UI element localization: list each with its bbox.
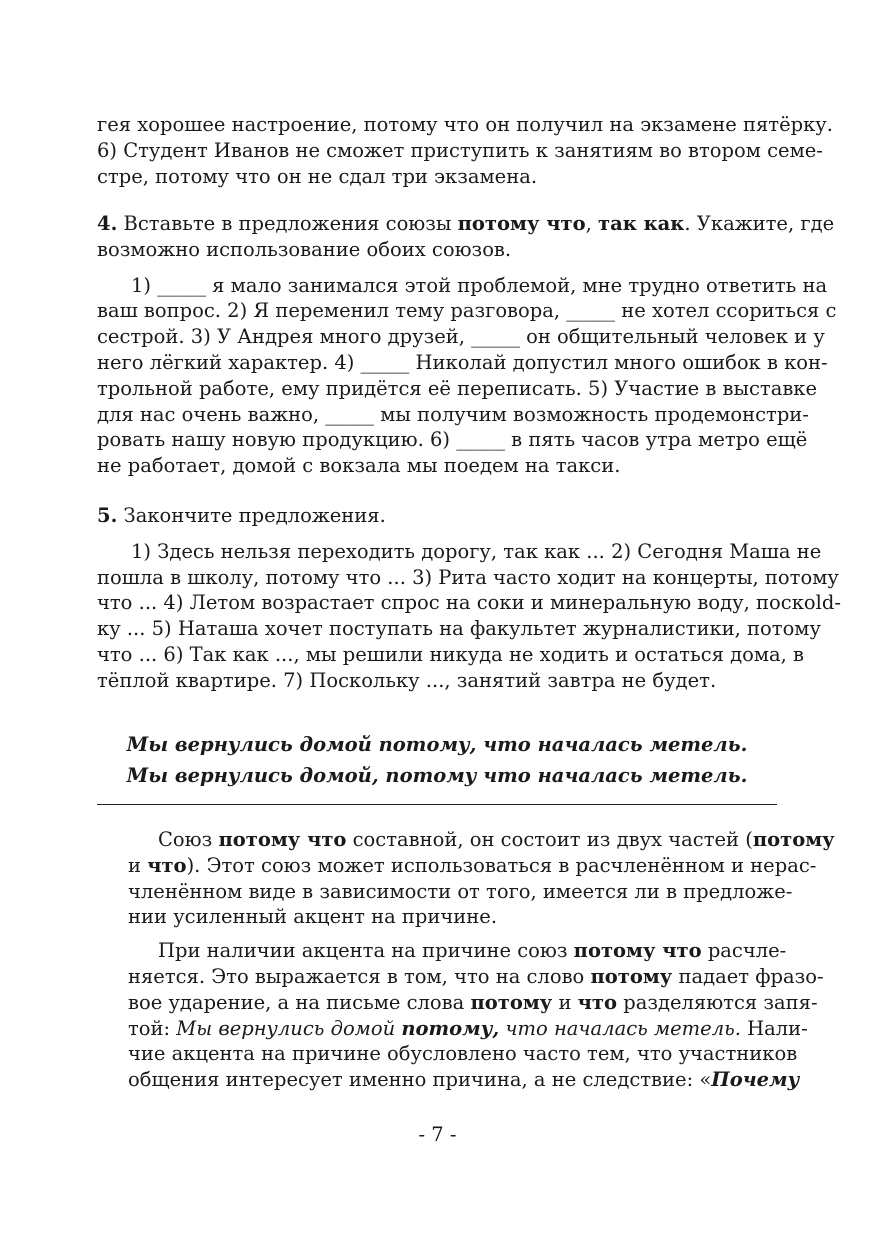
text-line: гея хорошее настроение, потому что он получил на экзамене пятёрку.	[97, 113, 833, 136]
exercise-line: ваш вопрос. 2) Я переменил тему разговора, _____ не хотел ссориться с	[97, 299, 837, 323]
exercise-line: тёплой квартире. 7) Поскольку ..., занятий завтра не будет.	[97, 668, 717, 692]
theory-section	[128, 827, 835, 1093]
exercise-4-title-cont: возможно использование обоих союзов.	[97, 237, 512, 261]
text-line: общения интересует именно причина, а не следствие: «Почему	[128, 1068, 800, 1092]
exercise-line: ровать нашу новую продукцию. 6) _____ в пять часов утра метро ещё	[97, 428, 808, 452]
exercise-line: ку ... 5) Наташа хочет поступать на факультет журналистики, потому	[97, 617, 821, 641]
exercise-4	[97, 211, 837, 479]
exercise-line: пошла в школу, потому что ... 3) Рита часто ходит на концерты, потому	[97, 565, 839, 589]
exercise-line: что ... 4) Летом возрастает спрос на соки и минеральную воду, поскold-	[97, 591, 841, 615]
exercise-line: него лёгкий характер. 4) _____ Николай допустил много ошибок в кон-	[97, 350, 828, 374]
text-line: и что). Этот союз может использоваться в расчленённом и нерас-	[128, 853, 817, 877]
exercise-4-title: 4. Вставьте в предложения союзы потому что, так как. Укажите, где	[97, 212, 835, 235]
text-line: няется. Это выражается в том, что на слово потому падает фразо-	[128, 964, 824, 988]
text-line: членённом виде в зависимости от того, имеется ли в предложе-	[128, 879, 793, 903]
divider	[97, 804, 777, 805]
exercise-line: не работает, домой с вокзала мы поедем на такси.	[97, 454, 621, 478]
text-line: При наличии акцента на причине союз потому что расчле-	[158, 939, 787, 963]
text-line: той: Мы вернулись домой потому, что началась метель. Нали-	[128, 1016, 808, 1040]
text-line: 6) Студент Иванов не сможет приступить к занятиям во втором семе-	[97, 138, 823, 162]
text-line: чие акцента на причине обусловлено часто тем, что участников	[128, 1042, 798, 1066]
example-sentence-1: Мы вернулись домой потому, что началась метель.	[126, 733, 748, 756]
exercise-number: 5.	[97, 504, 118, 527]
exercise-5-title: 5. Закончите предложения.	[97, 504, 386, 527]
exercise-line: трольной работе, ему придётся её переписать. 5) Участие в выставке	[97, 376, 818, 400]
text-line: вое ударение, а на письме слова потому и что разделяются запя-	[128, 990, 818, 1014]
text-line: нии усиленный акцент на причине.	[128, 905, 498, 929]
text-line: Союз потому что составной, он состоит из двух частей (потому	[158, 828, 835, 851]
text-line: стре, потому что он не сдал три экзамена.	[97, 164, 538, 188]
exercise-line: для нас очень важно, _____ мы получим возможность продемонстри-	[97, 402, 809, 426]
exercise-5	[97, 503, 841, 694]
continued-paragraph	[97, 112, 833, 189]
exercise-line: что ... 6) Так как ..., мы решили никуда не ходить и остаться дома, в	[97, 642, 805, 666]
exercise-line: сестрой. 3) У Андрея много друзей, _____ он общительный человек и у	[97, 325, 825, 349]
page-number: - 7 -	[418, 1123, 457, 1146]
exercise-number: 4.	[97, 212, 118, 235]
exercise-line: 1) Здесь нельзя переходить дорогу, так как ... 2) Сегодня Маша не	[131, 539, 822, 563]
example-sentence-2: Мы вернулись домой, потому что началась метель.	[126, 764, 748, 787]
exercise-line: 1) _____ я мало занимался этой проблемой, мне трудно ответить на	[131, 273, 828, 297]
